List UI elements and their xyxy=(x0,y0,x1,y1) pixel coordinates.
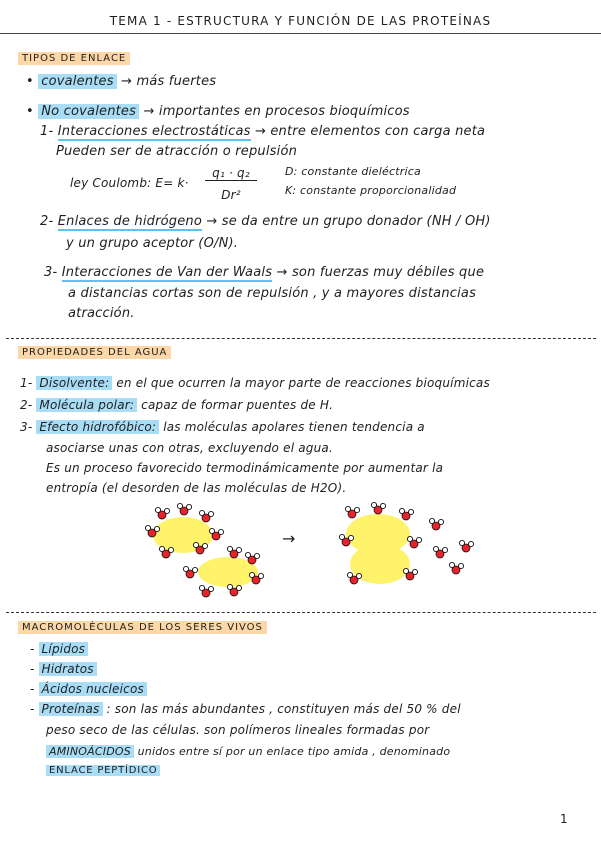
text-molecula-polar: capaz de formar puentes de H. xyxy=(141,398,334,412)
line-hidrofobico xyxy=(20,420,425,434)
note-dielectrica: D: constante dieléctrica xyxy=(285,165,421,178)
hydrophobic-effect-diagram xyxy=(140,500,490,600)
section-heading-enlace: TIPOS DE ENLACE xyxy=(18,52,130,65)
line-hidrofobico-3: Es un proceso favorecido termodinámicamente por aumentar la xyxy=(46,461,444,475)
text-van-der-waals: → son fuerzas muy débiles que xyxy=(276,265,485,280)
term-proteinas: Proteínas xyxy=(39,702,103,716)
item1-number: 1- xyxy=(40,124,54,139)
bullet: • xyxy=(26,104,34,119)
text-electrostaticas: → entre elementos con carga neta xyxy=(254,124,486,139)
line-proteinas-3 xyxy=(46,745,450,758)
term-hidrofobico: Efecto hidrofóbico: xyxy=(36,420,159,434)
bullet: • xyxy=(26,74,34,89)
macro-item-proteinas: - Proteínas : son las más abundantes , constituyen más del 50 % del xyxy=(30,702,461,716)
section-heading-agua: PROPIEDADES DEL AGUA xyxy=(18,346,171,359)
line-item3 xyxy=(44,265,484,280)
item3-number: 3- xyxy=(44,265,58,280)
macro-item-acidos: - Ácidos nucleicos xyxy=(30,682,147,696)
diagram-arrow: → xyxy=(282,529,296,548)
term-lipidos: Lípidos xyxy=(39,642,89,656)
section-divider xyxy=(6,612,596,613)
text-hidrofobico: las moléculas apolares tienen tendencia a xyxy=(163,420,425,434)
line-item1-2: Pueden ser de atracción o repulsión xyxy=(56,144,298,159)
line-covalentes xyxy=(26,74,216,89)
item2-number: 2- xyxy=(40,214,54,229)
agua-item3-number: 3- xyxy=(20,420,33,434)
text-proteinas-3: unidos entre sí por un enlace tipo amida , denominado xyxy=(137,745,451,758)
line-molecula-polar xyxy=(20,398,333,412)
term-hidrogeno: Enlaces de hidrógeno xyxy=(57,214,203,229)
section-divider xyxy=(6,338,596,339)
section-heading-macro: MACROMOLÉCULAS DE LOS SERES VIVOS xyxy=(18,621,267,634)
term-van-der-waals: Interacciones de Van der Waals xyxy=(61,265,273,280)
line-disolvente xyxy=(20,376,490,390)
line-item2 xyxy=(40,214,491,229)
term-molecula-polar: Molécula polar: xyxy=(36,398,137,412)
page-number: 1 xyxy=(560,812,568,826)
term-covalentes: covalentes xyxy=(38,74,116,89)
term-no-covalentes: No covalentes xyxy=(38,104,139,119)
line-item3-2: a distancias cortas son de repulsión , y a mayores distancias xyxy=(68,286,477,301)
line-proteinas-2: peso seco de las células. son polímeros lineales formadas por xyxy=(46,723,430,737)
coulomb-label: ley Coulomb: E= k· xyxy=(70,176,189,190)
line-hidrofobico-2: asociarse unas con otras, excluyendo el agua. xyxy=(46,441,333,455)
line-item3-3: atracción. xyxy=(68,306,135,321)
note-proporcionalidad: K: constante proporcionalidad xyxy=(285,184,457,197)
text-hidrogeno: → se da entre un grupo donador (NH / OH) xyxy=(206,214,491,229)
agua-item1-number: 1- xyxy=(20,376,33,390)
term-hidratos: Hidratos xyxy=(39,662,97,676)
title-underline xyxy=(0,33,601,34)
line-item1 xyxy=(40,124,485,139)
line-no-covalentes xyxy=(26,104,410,119)
term-enlace-peptidico: ENLACE PEPTÍDICO xyxy=(46,765,160,776)
text-disolvente: en el que ocurren la mayor parte de reacciones bioquímicas xyxy=(116,376,490,390)
term-acidos-nucleicos: Ácidos nucleicos xyxy=(39,682,147,696)
term-aminoacidos: AMINOÁCIDOS xyxy=(46,745,134,758)
coulomb-denominator: Dr² xyxy=(221,188,241,202)
term-electrostaticas: Interacciones electrostáticas xyxy=(57,124,251,139)
macro-item-lipidos: - Lípidos xyxy=(30,642,88,656)
text-proteinas: : son las más abundantes , constituyen más del 50 % del xyxy=(106,702,461,716)
page-title: TEMA 1 - ESTRUCTURA Y FUNCIÓN DE LAS PROTEÍNAS xyxy=(109,14,492,28)
text-no-covalentes: → importantes en procesos bioquímicos xyxy=(143,104,410,119)
agua-item2-number: 2- xyxy=(20,398,33,412)
text-covalentes: → más fuertes xyxy=(121,74,217,89)
line-hidrofobico-4: entropía (el desorden de las moléculas de H2O). xyxy=(46,481,347,495)
line-item2-2: y un grupo aceptor (O/N). xyxy=(66,236,239,251)
coulomb-numerator: q₁ · q₂ xyxy=(205,166,257,181)
macro-item-hidratos: - Hidratos xyxy=(30,662,97,676)
term-disolvente: Disolvente: xyxy=(36,376,112,390)
